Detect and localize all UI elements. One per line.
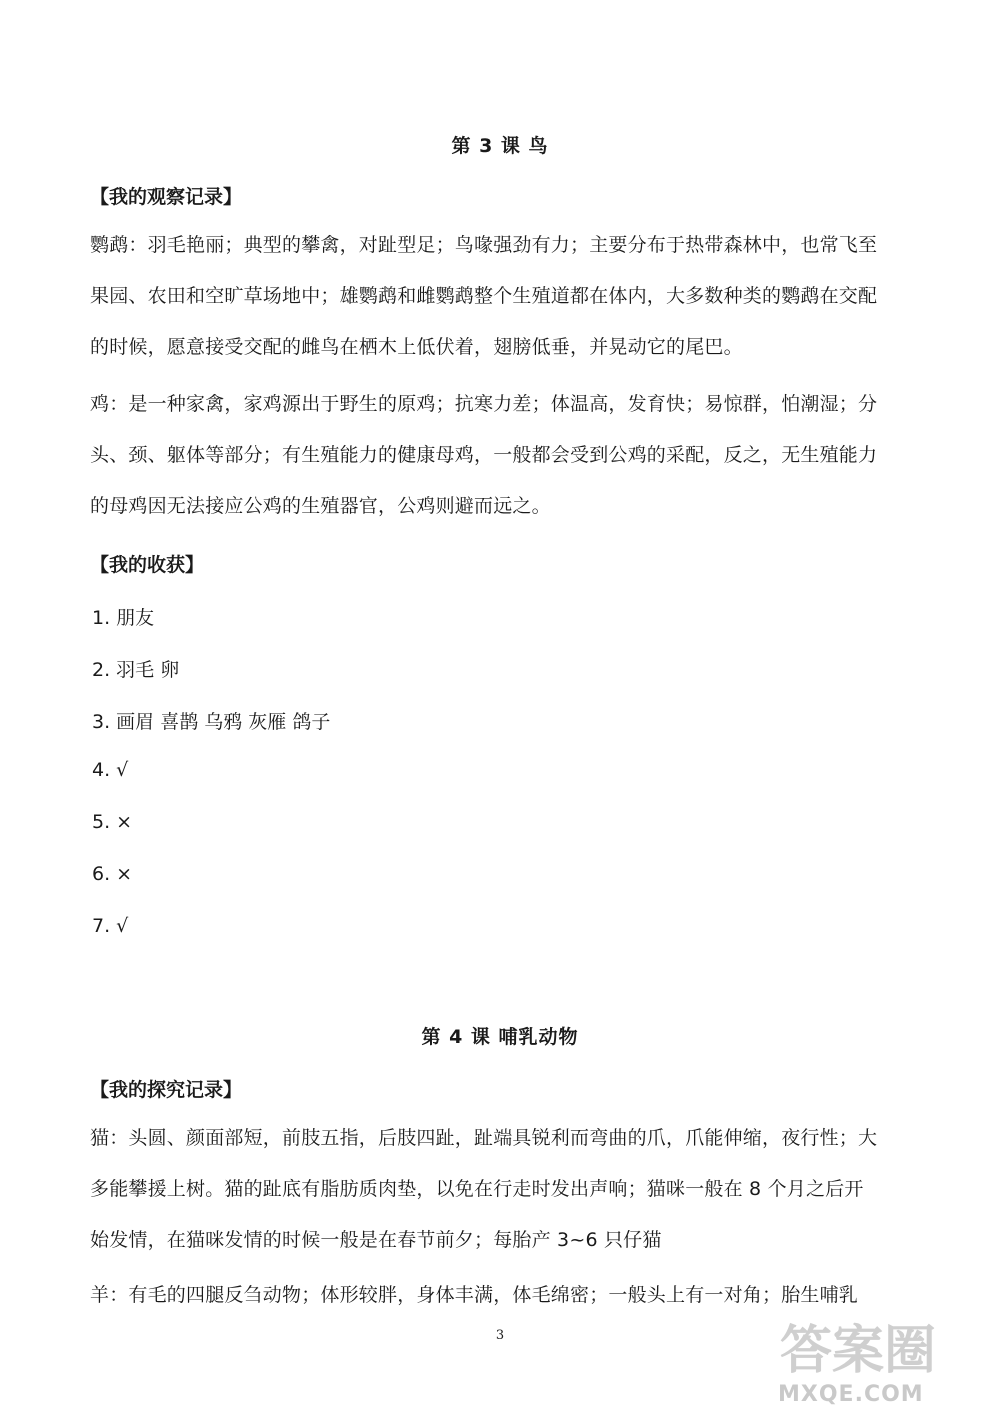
watermark-logo: 答案圈 [780, 1321, 937, 1381]
answer-item: 3. 画眉 喜鹊 乌鸦 灰雁 鸽子 [92, 711, 331, 733]
lesson3-title: 第 3 课 鸟 [451, 135, 549, 157]
paragraph-line: 鸡：是一种家禽，家鸡源出于野生的原鸡；抗寒力差；体温高，发育快；易惊群，怕潮湿；分 [90, 393, 878, 415]
answer-item: 2. 羽毛 卵 [92, 659, 180, 681]
paragraph-line: 果园、农田和空旷草场地中；雄鹦鹉和雌鹦鹉整个生殖道都在体内，大多数种类的鹦鹉在交配 [90, 285, 878, 307]
answer-item: 4. √ [92, 759, 129, 781]
lesson3-harvest-heading: 【我的收获】 [90, 554, 205, 576]
answer-item: 7. √ [92, 915, 129, 937]
lesson3-chicken-paragraph [90, 379, 920, 532]
site-watermark [760, 1300, 990, 1410]
paragraph-line: 的时候，愿意接受交配的雌鸟在栖木上低伏着，翅膀低垂，并晃动它的尾巴。 [90, 336, 743, 358]
answer-item: 6. × [92, 863, 133, 885]
paragraph-line: 羊：有毛的四腿反刍动物；体形较胖，身体丰满，体毛绵密；一般头上有一对角；胎生哺乳 [90, 1284, 859, 1306]
lesson4-explore-heading: 【我的探究记录】 [90, 1079, 243, 1101]
lesson3-observation-heading: 【我的观察记录】 [90, 186, 243, 208]
lesson3-parrot-paragraph [90, 220, 920, 373]
paragraph-line: 多能攀援上树。猫的趾底有脂肪质肉垫，以免在行走时发出声响；猫咪一般在 8 个月之后开 [90, 1178, 864, 1200]
lesson4-title: 第 4 课 哺乳动物 [421, 1026, 579, 1048]
answer-item: 1. 朋友 [92, 607, 155, 629]
lesson4-cat-paragraph [90, 1113, 920, 1266]
answer-item: 5. × [92, 811, 133, 833]
page-number: 3 [495, 1328, 505, 1343]
paragraph-line: 始发情，在猫咪发情的时候一般是在春节前夕；每胎产 3~6 只仔猫 [90, 1229, 662, 1251]
paragraph-line: 的母鸡因无法接应公鸡的生殖器官，公鸡则避而远之。 [90, 495, 551, 517]
watermark-site-text: MXQE.COM [778, 1382, 924, 1407]
paragraph-line: 头、颈、躯体等部分；有生殖能力的健康母鸡，一般都会受到公鸡的采配，反之，无生殖能力 [90, 444, 878, 466]
paragraph-line: 猫：头圆、颜面部短，前肢五指，后肢四趾，趾端具锐利而弯曲的爪，爪能伸缩，夜行性；大 [90, 1127, 878, 1149]
paragraph-line: 鹦鹉：羽毛艳丽；典型的攀禽，对趾型足；鸟喙强劲有力；主要分布于热带森林中，也常飞至 [90, 234, 878, 256]
